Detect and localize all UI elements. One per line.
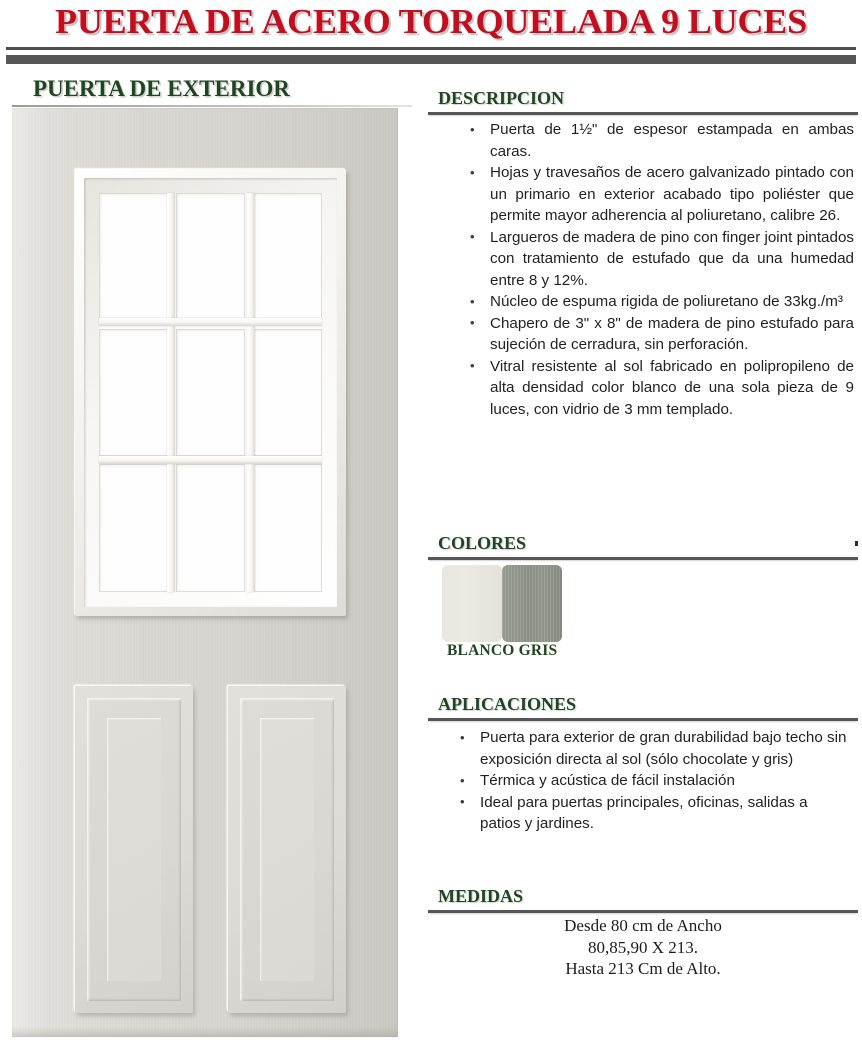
door-panel-bevel [260,718,314,981]
list-item: • Puerta de 1½" de espesor estampada en ambas caras. [462,119,854,162]
medidas-content [428,915,858,980]
section-rule-descripcion [428,112,858,115]
door-raised-panel-left [75,686,193,1013]
window-pane [176,193,245,321]
section-heading-descripcion: DESCRIPCION [438,88,565,108]
window-muntin-horizontal [99,318,322,326]
section-heading-medidas: MEDIDAS [438,886,524,906]
stray-artifact-mark [855,541,858,546]
list-item: • Hojas y travesaños de acero galvanizado pintado con un primario en exterior acabado tipo poliéster que permite mayor adherencia al poliuretano, calibre 26. [462,162,854,227]
window-pane [253,464,322,592]
color-swatch-row [442,565,562,642]
window-pane-grid [99,193,322,592]
section-heading-aplicaciones: APLICACIONES [438,694,577,714]
door-panel-bevel [107,718,161,981]
medidas-line: 80,85,90 X 213. [587,937,699,957]
descripcion-list [462,119,854,420]
window-pane [99,464,168,592]
list-item: • Chapero de 3" x 8" de madera de pino estufado para sujeción de cerradura, sin perforación. [462,313,854,356]
door-bottom-shadow [12,1027,398,1037]
window-molding-inner [84,178,337,607]
header-rule-thin [6,47,856,50]
header-rule-thick [6,55,856,64]
door-window-9-lite [75,169,346,616]
list-item: • Largueros de madera de pino con finger joint pintados con tratamiento de estufado que da una humedad entre 8 y 12%. [462,227,854,292]
window-pane [99,193,168,321]
list-item: • Vitral resistente al sol fabricado en polipropileno de alta densidad color blanco de una sola pieza de 9 luces, con vidrio de 3 mm templado. [462,356,854,421]
door-panel-inner [87,698,181,1001]
window-muntin-vertical [167,193,175,592]
list-item: • Térmica y acústica de fácil instalación [452,770,852,792]
section-rule-aplicaciones [428,718,858,721]
page-title: PUERTA DE ACERO TORQUELADA 9 LUCES [55,2,807,41]
color-swatch-blanco [442,565,502,642]
door-raised-panel-right [228,686,346,1013]
subtitle-rule [12,105,412,107]
window-muntin-vertical [247,193,255,592]
window-pane [253,329,322,457]
window-pane [176,464,245,592]
section-heading-colores: COLORES [438,533,527,553]
color-swatch-labels: BLANCO GRIS [447,642,558,659]
medidas-line: Hasta 213 Cm de Alto. [565,959,721,978]
window-muntin-horizontal [99,456,322,464]
section-rule-medidas [428,910,858,913]
window-pane [176,329,245,457]
window-pane [253,193,322,321]
list-item: • Núcleo de espuma rigida de poliuretano de 33kg./m³ [462,291,854,313]
medidas-line: Desde 80 cm de Ancho [564,916,722,935]
color-swatch-gris [502,565,562,642]
section-subtitle-exterior: PUERTA DE EXTERIOR [33,76,290,101]
aplicaciones-list [452,727,852,835]
list-item: • Puerta para exterior de gran durabilidad bajo techo sin exposición directa al sol (sólo chocolate y gris) [452,727,852,770]
section-rule-colores [428,557,858,560]
window-molding-outer [75,169,346,616]
door-panel-inner [240,698,334,1001]
window-pane [99,329,168,457]
product-image-door [12,108,398,1037]
list-item: • Ideal para puertas principales, oficinas, salidas a patios y jardines. [452,792,852,835]
